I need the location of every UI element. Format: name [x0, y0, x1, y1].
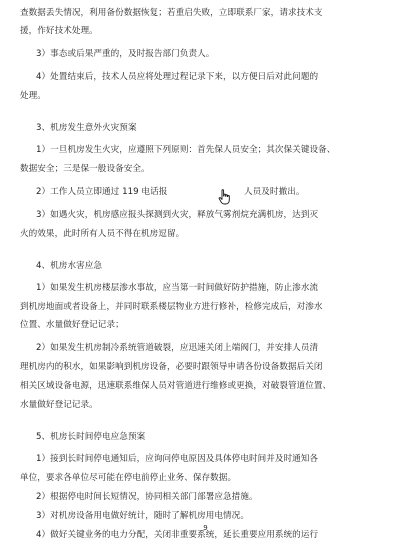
section-heading-power: 5、机房长时间停电应急预案 [36, 432, 146, 442]
section-heading-fire: 3、机房发生意外火灾预案 [36, 123, 137, 133]
page-number: 9 [203, 524, 208, 532]
text-line: 4）处置结束后，技术人员应将处理过程记录下来，以方便日后对此问题的 [36, 72, 319, 82]
text-line: 1）如果发生机房楼层渗水事故，应当第一时间做好防护措施，防止渗水流 [36, 283, 319, 293]
text-line: 1）一旦机房发生火灾，应遵照下列原则：首先保人员安全；其次保关键设备、 [36, 145, 336, 155]
text-line: 火的效果，此时所有人员不得在机房逗留。 [20, 229, 185, 239]
text-line: 水量做好登记记录。 [20, 400, 98, 410]
text-line: 位置、水量做好登记记录； [20, 320, 124, 330]
text-line: 单位，要求各单位尽可能在停电前停止业务、保存数据。 [20, 473, 237, 483]
text-line: 3）事态或后果严重的，及时报告部门负责人。 [36, 49, 215, 59]
section-heading-water: 4、机房水害应急 [36, 261, 103, 271]
text-line: 人员及时撤出。 [244, 187, 305, 197]
text-line: 数据安全；三是保一般设备安全。 [20, 164, 150, 174]
text-line: 2）如果发生机房制冷系统管道破裂，应迅速关闭上端阀门，并安排人员清 [36, 343, 319, 353]
text-line: 援，作好技术处理。 [20, 26, 98, 36]
text-line: 查数据丢失情况，利用备份数据恢复；若重启失败，立即联系厂家，请求技术支 [20, 8, 323, 18]
text-line: 到机房地面或者设备上，并同时联系楼层物业方进行修补，检修完成后，对渗水 [20, 302, 323, 312]
text-line: 2）工作人员立即通过 119 电话报 [36, 187, 168, 197]
hand-pointer-icon [218, 189, 232, 205]
text-line: 3）对机房设备用电做好统计，随时了解机房用电情况。 [36, 511, 249, 521]
text-line: 1）接到长时间停电通知后，应询问停电原因及具体停电时间并及时通知各 [36, 454, 319, 464]
text-line: 理机房内的积水，如果影响到机房设备，必要时跟领导申请各份设备数据后关闭 [20, 362, 323, 372]
text-line: 3）如遇火灾，机房感应报头探测到火灾，释放气雾剂烷充满机房，达到灭 [36, 210, 319, 220]
text-line: 处理。 [20, 91, 46, 101]
text-line: 相关区域设备电源，迅速联系维保人员对管道进行维修或更换，对破裂管道位置、 [20, 381, 332, 391]
text-line: 2）根据停电时间长短情况，协同相关部门部署应急措施。 [36, 492, 258, 502]
text-line: 4）做好关键业务的电力分配，关闭非重要系统，延长重要应用系统的运行 [36, 530, 319, 540]
